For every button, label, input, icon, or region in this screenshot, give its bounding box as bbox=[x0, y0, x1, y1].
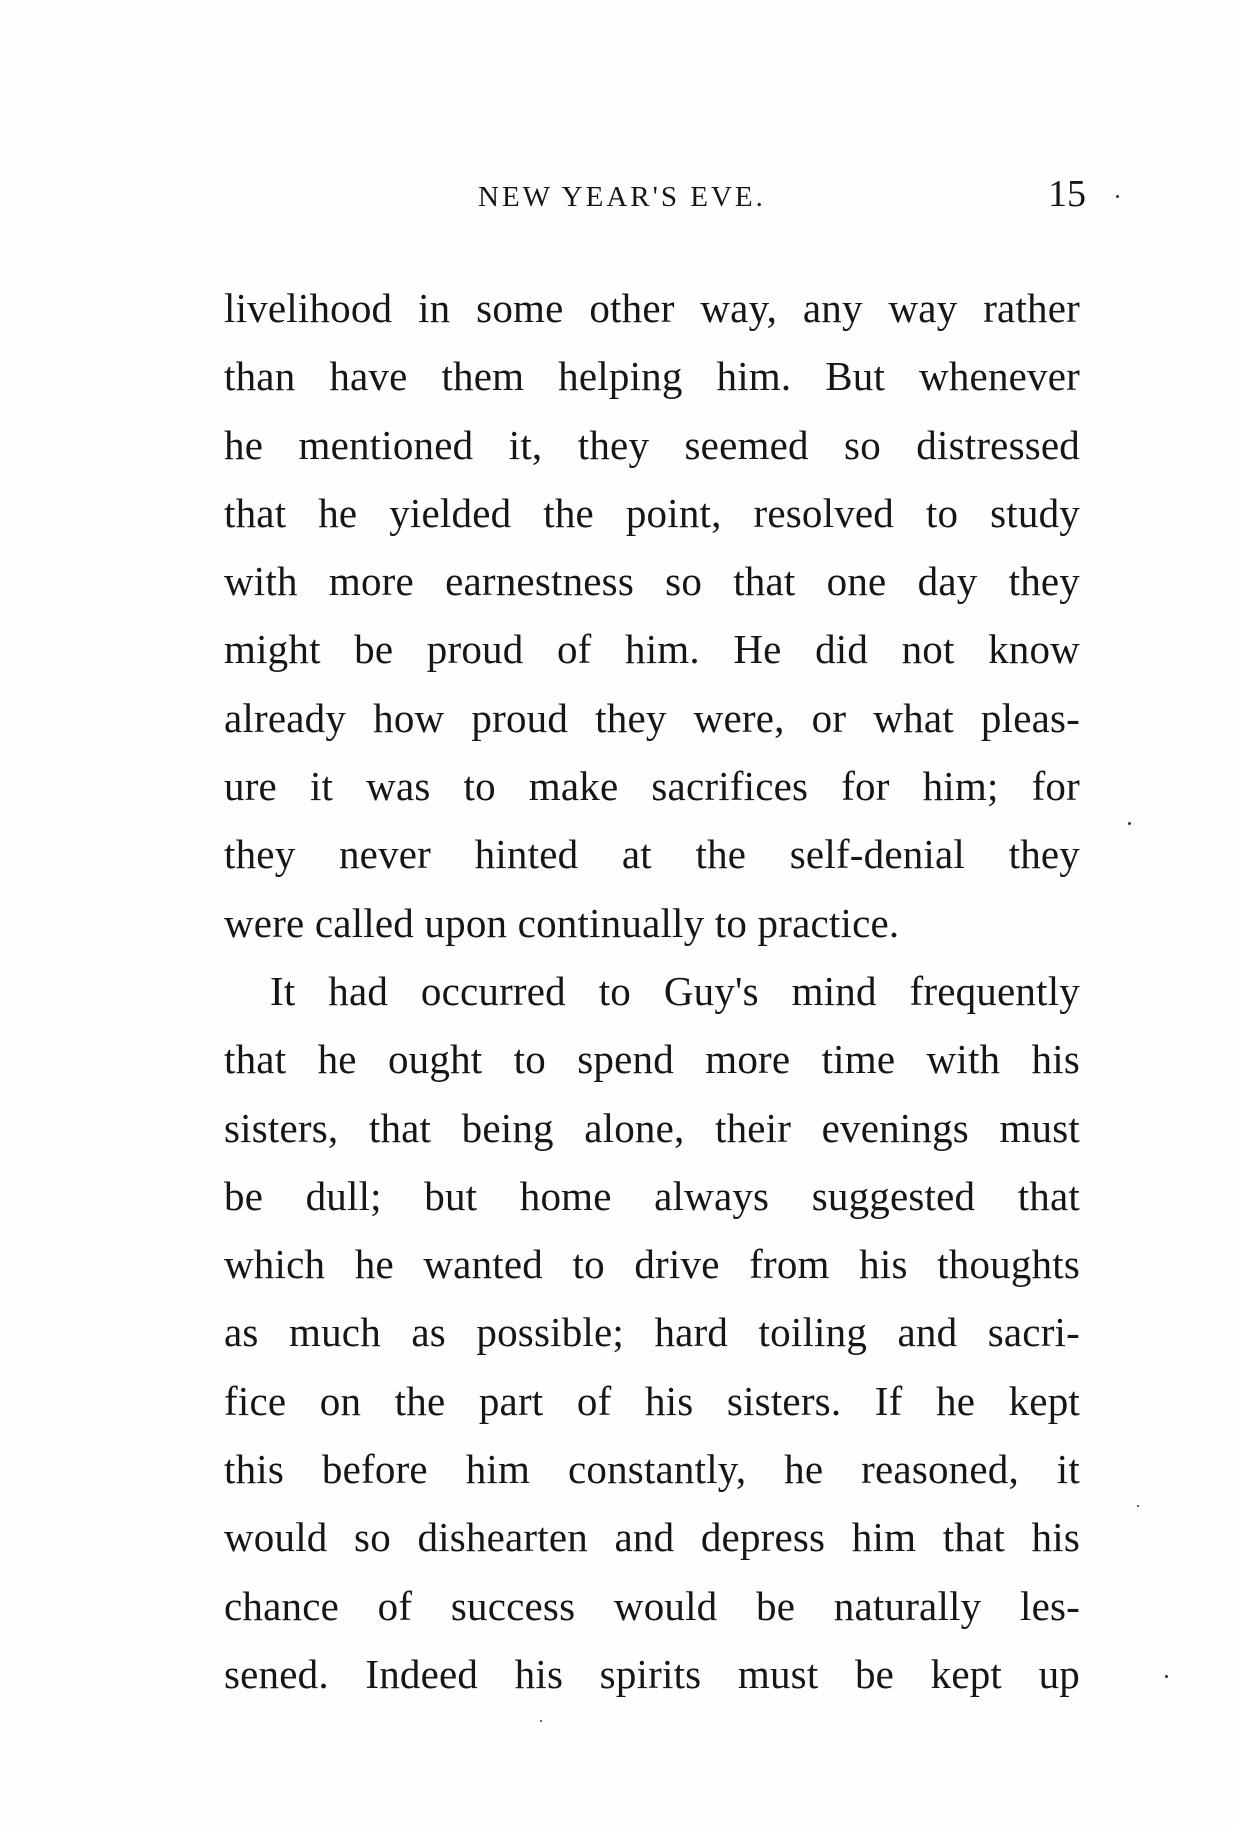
text-line: that he yielded the point, resolved to study bbox=[224, 489, 1080, 536]
text-line: fice on the part of his sisters. If he kept bbox=[224, 1377, 1080, 1424]
text-line: he mentioned it, they seemed so distressed bbox=[224, 421, 1080, 468]
text-line: sened. Indeed his spirits must be kept up bbox=[224, 1650, 1080, 1697]
text-line: they never hinted at the self-denial they bbox=[224, 831, 1080, 878]
scan-speck bbox=[1165, 1675, 1168, 1678]
paragraph-start-line: It had occurred to Guy's mind frequently bbox=[270, 967, 1080, 1014]
text-line: that he ought to spend more time with his bbox=[224, 1036, 1080, 1083]
text-line: would so dishearten and depress him that his bbox=[224, 1514, 1080, 1561]
text-line: than have them helping him. But whenever bbox=[224, 353, 1080, 400]
scan-speck bbox=[1128, 822, 1131, 825]
scan-speck bbox=[1137, 1505, 1139, 1507]
text-line: already how proud they were, or what pleas- bbox=[224, 694, 1080, 741]
paragraph-end-line: were called upon continually to practice. bbox=[224, 899, 900, 946]
scan-speck bbox=[1116, 195, 1119, 198]
page-number: 15 bbox=[1048, 173, 1086, 215]
text-line: be dull; but home always suggested that bbox=[224, 1172, 1080, 1219]
running-title: NEW YEAR'S EVE. bbox=[478, 181, 766, 213]
body-text bbox=[224, 274, 1080, 1708]
text-line: as much as possible; hard toiling and sacri- bbox=[224, 1309, 1080, 1356]
scan-speck bbox=[540, 1720, 542, 1722]
text-line: with more earnestness so that one day they bbox=[224, 558, 1080, 605]
text-line: sisters, that being alone, their evenings must bbox=[224, 1104, 1080, 1151]
text-line: this before him constantly, he reasoned, it bbox=[224, 1446, 1080, 1493]
text-line: ure it was to make sacrifices for him; for bbox=[224, 763, 1080, 810]
text-line: which he wanted to drive from his thoughts bbox=[224, 1241, 1080, 1288]
text-line: might be proud of him. He did not know bbox=[224, 626, 1080, 673]
text-line: chance of success would be naturally les- bbox=[224, 1582, 1080, 1629]
text-line: livelihood in some other way, any way rather bbox=[224, 285, 1080, 331]
